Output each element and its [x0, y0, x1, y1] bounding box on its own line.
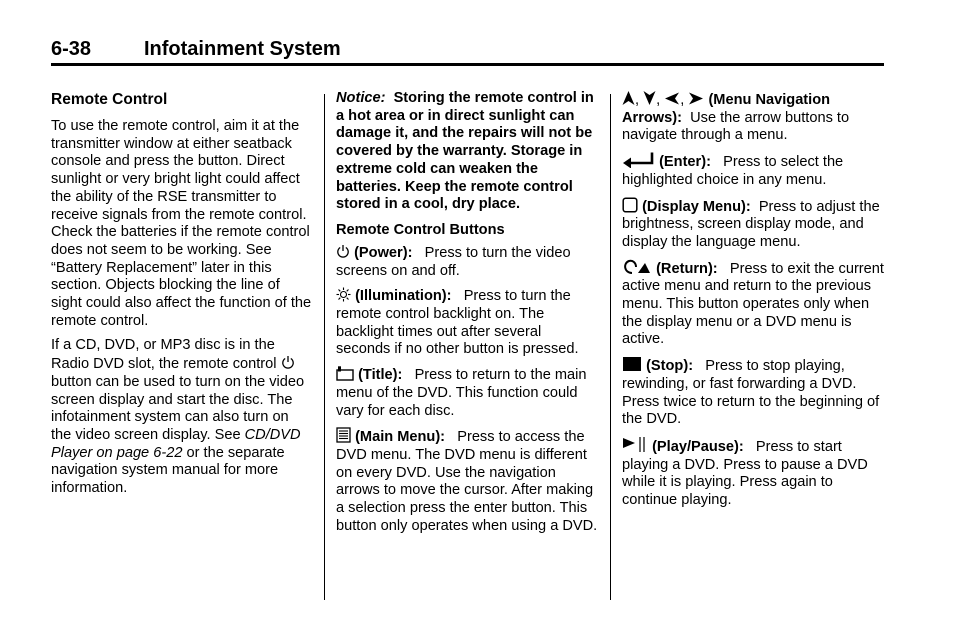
header-title: [51, 38, 341, 61]
button-description: Press to start playing a DVD. Press to pause a DVD while it is playing. Press again to continue playing.: [622, 438, 868, 509]
button-label: (Return):: [656, 260, 718, 277]
button-description: Press to turn the remote control backlight on. The backlight times out after several seconds if no other button is pressed.: [336, 288, 579, 358]
title-icon: [336, 366, 354, 381]
down-arrow-icon: [643, 90, 656, 106]
column-divider: [610, 94, 611, 600]
column-divider: [324, 94, 325, 600]
button-entry-title: [336, 366, 598, 420]
up-arrow-icon: [622, 90, 635, 106]
paragraph-text: If a CD, DVD, or MP3 disc is in the Radio DVD slot, the remote control: [51, 337, 277, 373]
button-label: (Power):: [354, 244, 413, 261]
header-rule: [51, 63, 884, 66]
button-entry-stop: [622, 356, 886, 429]
button-description: Press to select the highlighted choice in any menu.: [622, 154, 844, 188]
enter-icon: [622, 152, 655, 168]
button-label: (Illumination):: [355, 288, 452, 305]
button-entry-return: [622, 259, 886, 350]
button-entry-main-menu: [336, 427, 598, 535]
notice: [336, 90, 598, 214]
display-menu-icon: [622, 197, 638, 213]
button-entry-enter: [622, 152, 886, 189]
separator: ,: [656, 92, 661, 108]
button-label: (Main Menu):: [355, 429, 446, 446]
column-1: [51, 90, 313, 505]
paragraph: To use the remote control, aim it at the transmitter window at either seatback console and press the button. Direct sunlight or very bright light could affect the ability of the RSE transmitter to receive signals from the remote control. Check the batteries if the remote control does not seem to be working. See “Battery Replacement” later in this section. Objects blocking the line of sight could also affect the function of the remote control.: [51, 118, 312, 329]
notice-label: Notice:: [336, 90, 386, 106]
section-title: Infotainment System: [144, 38, 341, 60]
button-label: (Stop):: [646, 358, 694, 375]
button-label: (Play/Pause):: [652, 438, 744, 455]
power-icon: [336, 244, 350, 259]
subheading: Remote Control Buttons: [336, 221, 505, 238]
power-icon: [281, 355, 295, 370]
button-description: Press to return to the main menu of the DVD. This function could vary for each disc.: [336, 367, 587, 419]
notice-text: Storing the remote control in a hot area or in direct sunlight can damage it, and the repairs will not be covered by the warranty. Storage in extreme cold can weaken the batteries. Keep the remote control stored in a cool, dry place.: [336, 90, 594, 213]
play-pause-icon: [622, 436, 648, 453]
paragraph: [51, 337, 313, 497]
button-entry-power: [336, 244, 598, 280]
button-label: (Display Menu):: [642, 198, 751, 215]
button-entry-illumination: [336, 287, 598, 359]
button-description: Press to access the DVD menu. The DVD menu is different on every DVD. Use the navigation arrows to move the cursor. After making a selection press the enter button. This button only operates when using a DVD.: [336, 429, 598, 534]
button-description: Press to stop playing, rewinding, or fast forwarding a DVD. Press twice to return to the beginning of the DVD.: [622, 358, 880, 428]
return-icon: [622, 259, 652, 275]
button-entry-display-menu: [622, 197, 886, 252]
separator: ,: [635, 92, 640, 108]
illumination-icon: [336, 287, 351, 302]
cross-reference-link[interactable]: CD/DVD Player on page 6-22: [51, 426, 301, 461]
column-3: [622, 90, 886, 517]
main-menu-icon: [336, 427, 351, 443]
button-entry-navigation: [622, 90, 886, 145]
button-label: (Enter):: [659, 154, 711, 171]
left-arrow-icon: [664, 91, 680, 106]
button-description: Press to turn the video screens on and off.: [336, 244, 571, 279]
button-label: (Title):: [358, 367, 403, 384]
button-description: Press to exit the current active menu and return to the previous menu. This button operates only when the display menu or a DVD menu is active.: [622, 260, 884, 348]
button-entry-play-pause: [622, 436, 886, 510]
button-description: Use the arrow buttons to navigate through a menu.: [622, 109, 850, 144]
paragraph-text: or the separate navigation system manual for more information.: [51, 444, 285, 497]
paragraph-text: button can be used to turn on the video screen display and start the disc. The infotainment system can also turn on the video screen display. See: [51, 373, 305, 443]
right-arrow-icon: [688, 91, 704, 106]
section-heading: Remote Control: [51, 91, 168, 108]
column-2: [336, 90, 598, 542]
page-header: [51, 38, 884, 68]
page-number: 6-38: [51, 38, 92, 60]
stop-icon: [622, 356, 642, 372]
button-label: (Menu Navigation Arrows):: [622, 92, 831, 126]
button-description: Press to adjust the brightness, screen display mode, and display the language menu.: [622, 198, 880, 250]
separator: ,: [680, 92, 685, 108]
